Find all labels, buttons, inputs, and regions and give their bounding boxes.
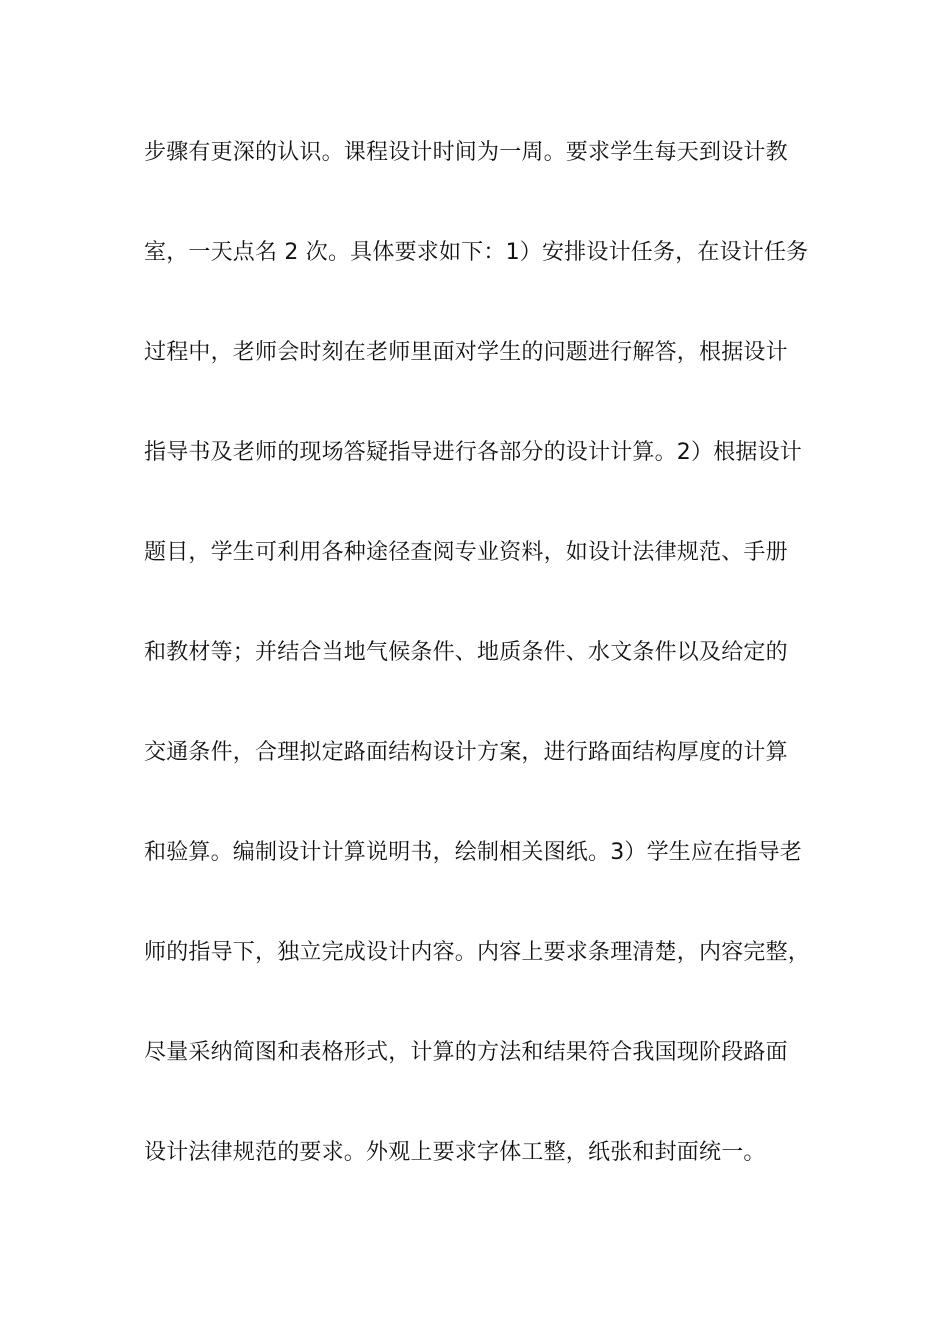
text-line-9: 师的指导下，独立完成设计内容。内容上要求条理清楚，内容完整， xyxy=(144,940,811,965)
text-line-3: 过程中，老师会时刻在老师里面对学生的问题进行解答，根据设计 xyxy=(144,340,788,365)
text-line-5: 题目，学生可利用各种途径查阅专业资料，如设计法律规范、手册 xyxy=(144,540,788,565)
text-line-4: 指导书及老师的现场答疑指导进行各部分的设计计算。2）根据设计 xyxy=(144,440,802,465)
text-line-6: 和教材等；并结合当地气候条件、地质条件、水文条件以及给定的 xyxy=(144,640,788,665)
text-line-2: 室，一天点名 2 次。具体要求如下：1）安排设计任务，在设计任务 xyxy=(144,240,809,265)
text-line-7: 交通条件，合理拟定路面结构设计方案，进行路面结构厚度的计算 xyxy=(144,740,788,765)
text-line-8: 和验算。编制设计计算说明书，绘制相关图纸。3）学生应在指导老 xyxy=(144,840,802,865)
text-line-10: 尽量采纳简图和表格形式，计算的方法和结果符合我国现阶段路面 xyxy=(144,1040,788,1065)
body-paragraph xyxy=(144,136,834,1236)
text-line-1: 步骤有更深的认识。课程设计时间为一周。要求学生每天到设计教 xyxy=(144,140,788,165)
text-line-11: 设计法律规范的要求。外观上要求字体工整，纸张和封面统一。 xyxy=(144,1140,766,1165)
